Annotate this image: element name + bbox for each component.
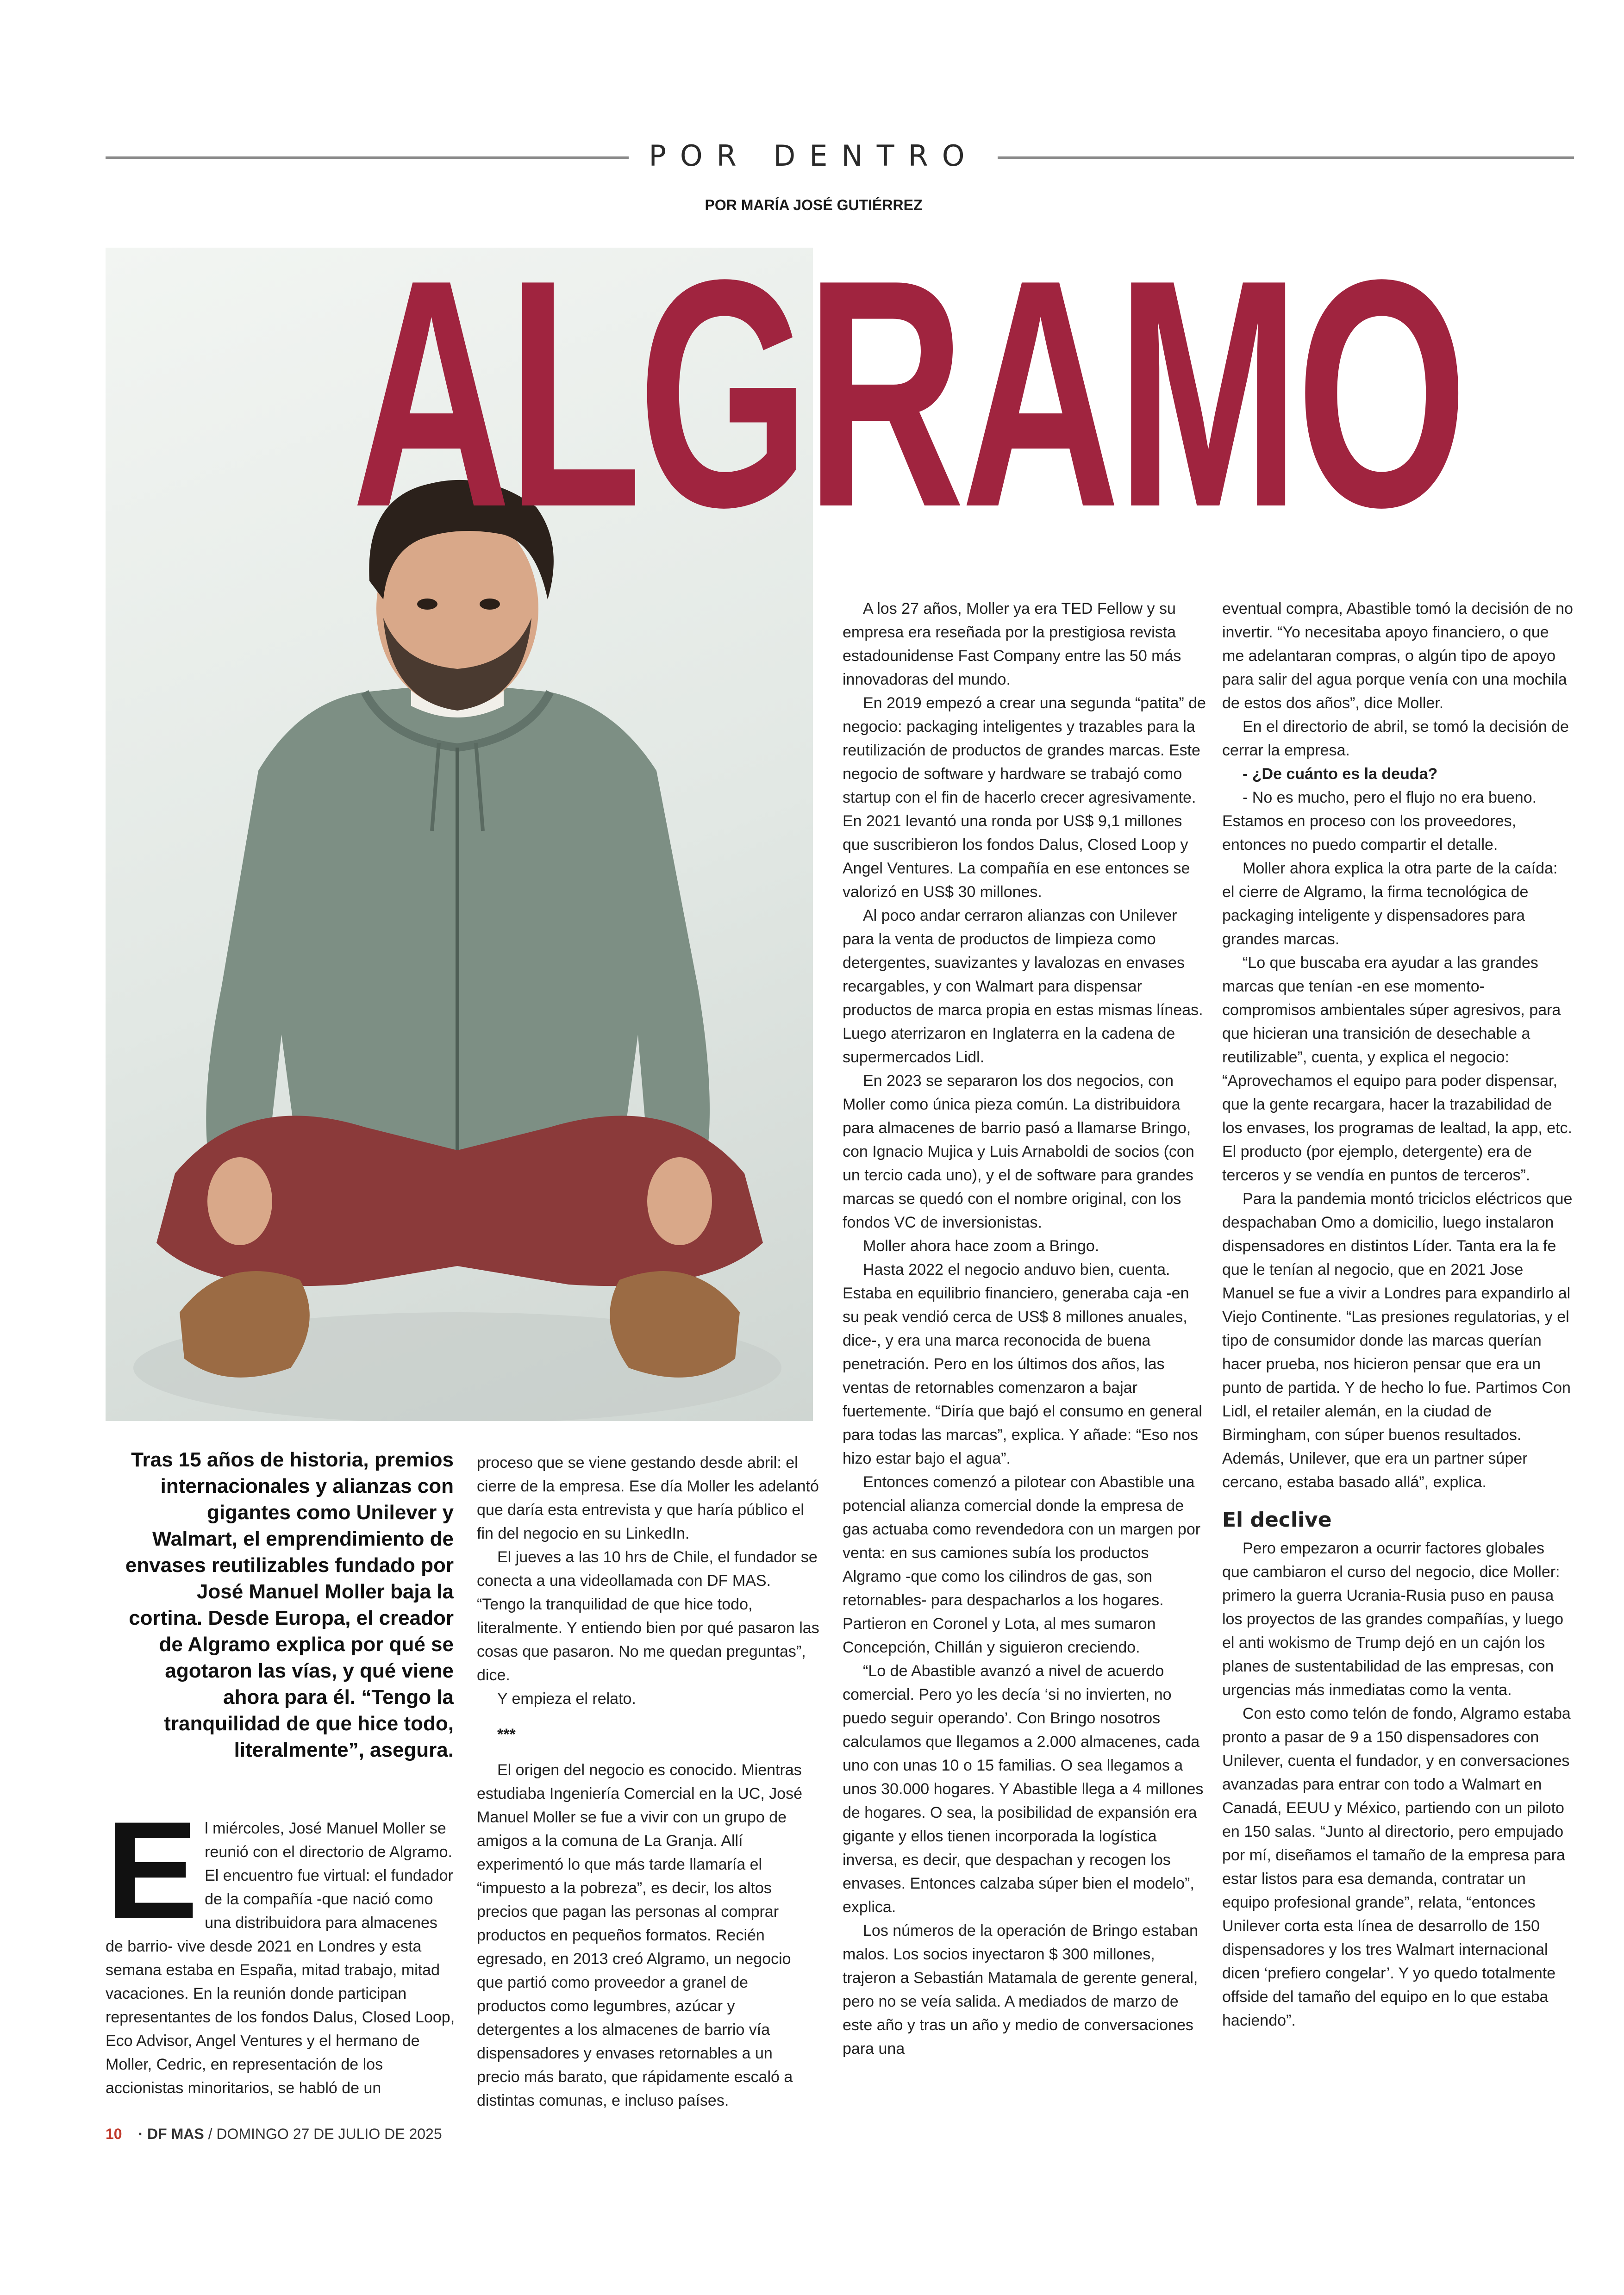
deck-summary: Tras 15 años de historia, premios internacionales y alianzas con gigantes como Unilever y Walmart, el emprendimiento de envases reutilizables fundado por José Manuel Moller baja la cortina. Desde Europa, el creador de Algramo explica por qué se agotaron las vías, y qué viene ahora para él. “Tengo la tranquilidad de que hice todo, literalmente”, asegura. <box>125 1448 454 1761</box>
header-rule-left <box>106 156 629 159</box>
paragraph: “Lo de Abastible avanzó a nivel de acuerdo comercial. Pero yo les decía ‘si no invierten, no puedo seguir operando’. Con Bringo nosotros calculamos que llegamos a 2.000 almacenes, cada uno con unas 10 o 15 familias. O sea llegamos a unos 30.000 hogares. Y Abastible llega a 4 millones de hogares. O sea, la posibilidad de expansión era gigante y ellos tienen incorporada la logística inversa, es decir, que despachan y recogen los envases. Entonces calzaba súper bien el modelo”, explica. <box>843 1662 1204 1916</box>
column-lower-middle <box>477 1451 819 2113</box>
interview-answer: - No es mucho, pero el flujo no era bueno. Estamos en proceso con los proveedores, entonces no puedo compartir el detalle. <box>1222 789 1537 854</box>
paragraph: Hasta 2022 el negocio anduvo bien, cuenta. Estaba en equilibrio financiero, generaba caja -en su peak vendió cerca de US$ 8 millones anuales, dice-, y era una marca reconocida de buena penetración. Pero en los últimos dos años, las ventas de retornables comenzaron a bajar fuertemente. “Diría que bajó el consumo en general para todas las marcas”, explica. Y añade: “Eso nos hizo estar bajo el agua”. <box>843 1261 1202 1467</box>
page-number: 10 <box>106 2126 122 2142</box>
paragraph: Para la pandemia montó triciclos eléctricos que despachaban Omo a domicilio, luego instalaron dispensadores en distintos Líder. Tanta era la fe que le tenían al negocio, que en 2021 Jose Manuel se fue a vivir a Londres para expandirlo al Viejo Continente. “Las presiones regulatorias, y el tipo de consumidor donde las marcas querían hacer prueba, nos hicieron pensar que era un punto de partida. Y de hecho lo fue. Partimos Con Lidl, el retailer alemán, en la ciudad de Birmingham, con súper buenos resultados. Además, Unilever, que era un partner súper cercano, estaba basado allá”, explica. <box>1222 1190 1573 1491</box>
byline: POR MARÍA JOSÉ GUTIÉRREZ <box>705 197 923 213</box>
paragraph: Moller ahora hace zoom a Bringo. <box>863 1237 1099 1255</box>
paragraph: El jueves a las 10 hrs de Chile, el fundador se conecta a una videollamada con DF MAS. “Tengo la tranquilidad de que hice todo, literalmente. Y entiendo bien por qué pasaron las cosas que pasaron. No me quedan preguntas”, dice. <box>477 1548 819 1684</box>
column-upper-middle <box>843 597 1208 2061</box>
column-right <box>1222 597 1574 2033</box>
lead-text: l miércoles, José Manuel Moller se reunió con el directorio de Algramo. El encuentro fue virtual: el fundador de la compañía -que nació como una distribuidora para almacenes de barrio- vive desde 2021 en Londres y esta semana estaba en España, mitad trabajo, mitad vacaciones. En la reunión donde participan representantes de los fondos Dalus, Closed Loop, Eco Advisor, Angel Ventures y el hermano de Moller, Cedric, en representación de los accionistas minoritarios, se habló de un <box>106 1820 455 2097</box>
paragraph: En 2023 se separaron los dos negocios, con Moller como única pieza común. La distribuidora para almacenes de barrio pasó a llamarse Bringo, con Ignacio Mujica y Luis Arnaboldi de socios (con un tercio cada uno), y el de software para grandes marcas se quedó con el nombre original, con los fondos VC de inversionistas. <box>843 1072 1194 1231</box>
paragraph: Entonces comenzó a pilotear con Abastible una potencial alianza comercial donde la empresa de gas actuaba como revendedora con un margen por venta: en sus camiones subía los productos Algramo -que como los cilindros de gas, son retornables- para despacharlos a los hogares. Partieron en Coronel y Lota, al mes sumaron Concepción, Chillán y siguieron creciendo. <box>843 1473 1201 1656</box>
interview-question: - ¿De cuánto es la deuda? <box>1243 765 1438 783</box>
paragraph: eventual compra, Abastible tomó la decisión de no invertir. “Yo necesitaba apoyo financiero, o que me adelantaran compras, o algún tipo de apoyo para salir del agua porque venía con una mochila de estos dos años”, dice Moller. <box>1222 600 1573 712</box>
paragraph: Y empieza el relato. <box>497 1690 636 1708</box>
paragraph: Al poco andar cerraron alianzas con Unilever para la venta de productos de limpieza como detergentes, suavizantes y lavalozas en envases recargables, y con Walmart para dispensar productos de marca propia en estas mismas líneas. Luego aterrizaron en Inglaterra en la cadena de supermercados Lidl. <box>843 907 1203 1066</box>
publication-name: · DF MAS <box>138 2126 204 2142</box>
publication-date: / DOMINGO 27 DE JULIO DE 2025 <box>208 2126 442 2142</box>
section-break: *** <box>497 1726 516 1743</box>
subheading: El declive <box>1222 1508 1332 1532</box>
paragraph: “Lo que buscaba era ayudar a las grandes marcas que tenían -en ese momento- compromisos ambientales súper agresivos, para que hicieran una transición de desechable a reutilizable”, cuenta, y explica el negocio: “Aprovechamos el equipo para poder dispensar, que la gente recargara, hacer la trazabilidad de los envases, los programas de lealtad, la app, etc. El producto (por ejemplo, detergente) era de terceros y se vendía en puntos de terceros”. <box>1222 954 1572 1184</box>
drop-cap: E <box>106 1792 199 1948</box>
paragraph: Moller ahora explica la otra parte de la caída: el cierre de Algramo, la firma tecnológica de packaging inteligente y dispensadores para grandes marcas. <box>1222 860 1558 948</box>
paragraph: El origen del negocio es conocido. Mientras estudiaba Ingeniería Comercial en la UC, José Manuel Moller se fue a vivir con un grupo de amigos a la comuna de La Granja. Allí experimentó lo que más tarde llamaría el “impuesto a la pobreza”, es decir, los altos precios que pagan las personas al comprar productos en pequeños formatos. Recién egresado, en 2013 creó Algramo, un negocio que partió como proveedor a granel de productos como legumbres, azúcar y detergentes a los almacenes de barrio vía dispensadores y envases retornables a un precio más barato, que rápidamente escaló a distintas comunas, e incluso países. <box>477 1761 803 2109</box>
lead-paragraph <box>106 1792 457 2100</box>
paragraph: Pero empezaron a ocurrir factores globales que cambiaron el curso del negocio, dice Moller: primero la guerra Ucrania-Rusia puso en pausa los proyectos de las grandes compañías, y luego el anti wokismo de Trump dejó en un cajón los planes de sustentabilidad de las empresas, con urgencias más inmediatas como la venta. <box>1222 1540 1564 1699</box>
page-footer <box>106 2126 442 2143</box>
paragraph: Los números de la operación de Bringo estaban malos. Los socios inyectaron $ 300 millones, trajeron a Sebastián Matamala de gerente general, pero no se veía salida. A mediados de marzo de este año y tras un año y medio de conversaciones para una <box>843 1922 1198 2058</box>
paragraph: A los 27 años, Moller ya era TED Fellow y su empresa era reseñada por la prestigiosa revista estadounidense Fast Company entre las 50 más innovadoras del mundo. <box>843 600 1181 688</box>
paragraph: En el directorio de abril, se tomó la decisión de cerrar la empresa. <box>1222 718 1569 759</box>
paragraph: Con esto como telón de fondo, Algramo estaba pronto a pasar de 9 a 150 dispensadores con Unilever, cuenta el fundador, y en conversaciones avanzadas para entrar con todo a Walmart en Canadá, EEUU y México, partiendo con un piloto en 150 salas. “Junto al directorio, pero empujado por mí, diseñamos el tamaño de la empresa para estar listos para esa demanda, contratar un equipo profesional grande”, relata, “entonces Unilever corta esta línea de desarrollo de 150 dispensadores y los tres Walmart internacional dicen ‘prefiero congelar’. Y yo quedo totalmente offside del tamaño del equipo en lo que estaba haciendo”. <box>1222 1705 1571 2029</box>
section-label: POR DENTRO <box>649 139 979 173</box>
paragraph: proceso que se viene gestando desde abril: el cierre de la empresa. Ese día Moller les adelantó que daría esta entrevista y que haría público el fin del negocio en su LinkedIn. <box>477 1454 819 1542</box>
paragraph: En 2019 empezó a crear una segunda “patita” de negocio: packaging inteligentes y trazables para la reutilización de productos de grandes marcas. Este negocio de software y hardware se trabajó como startup con el fin de hacerlo crecer agresivamente. En 2021 levantó una ronda por US$ 9,1 millones que suscribieron los fondos Dalus, Closed Loop y Angel Ventures. La compañía en ese entonces se valorizó en US$ 30 millones. <box>843 694 1206 901</box>
header-rule-right <box>998 156 1574 159</box>
headline: ALGRAMO <box>352 212 1464 574</box>
